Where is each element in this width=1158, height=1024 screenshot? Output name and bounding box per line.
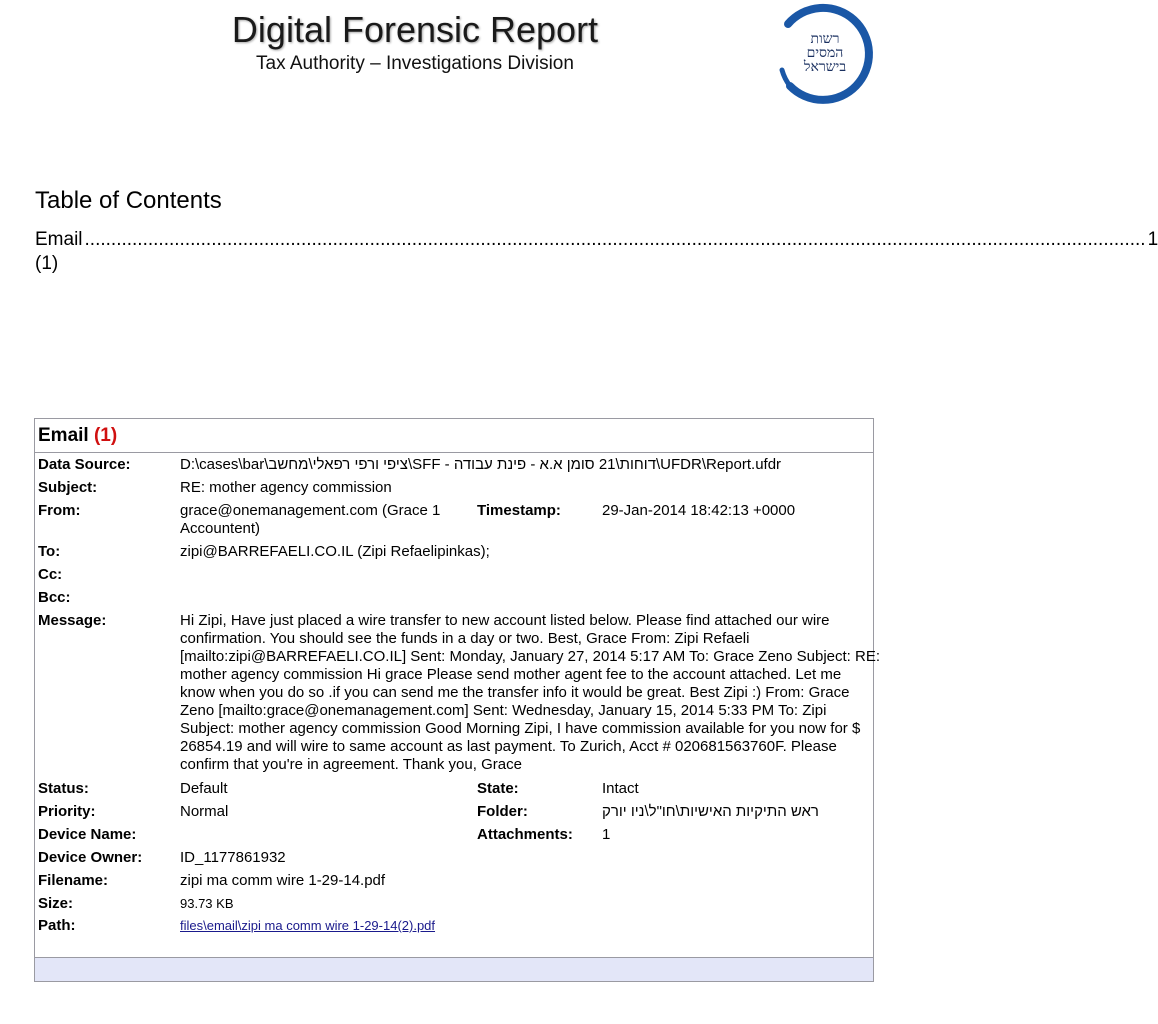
email-heading-label: Email bbox=[38, 425, 89, 446]
from-value: grace@onemanagement.com (Grace 1 Accountent) bbox=[180, 502, 441, 537]
attachments-value: 1 bbox=[602, 826, 611, 843]
tax-authority-logo bbox=[768, 2, 878, 106]
logo-line-2: המסים bbox=[806, 45, 844, 61]
path-label: Path: bbox=[38, 917, 76, 934]
data-source-label: Data Source: bbox=[38, 456, 131, 473]
report-subtitle: Tax Authority – Investigations Division bbox=[256, 53, 574, 74]
toc-leader-dots: ......................................................................................................................................................................................................... bbox=[84, 229, 1146, 250]
toc-entry-label: Email (1) bbox=[35, 229, 83, 274]
device-owner-value: ID_1177861932 bbox=[180, 849, 286, 866]
card-divider bbox=[873, 453, 874, 493]
data-source-value: D:\cases\bar\ציפי ורפי רפאלי\מחשב\SFF - דוחות\21 סומן א.א - פינת עבודה\UFDR\Report.ufdr bbox=[180, 456, 782, 473]
state-label: State: bbox=[477, 780, 519, 797]
filename-label: Filename: bbox=[38, 872, 109, 889]
timestamp-label: Timestamp: bbox=[477, 502, 561, 519]
email-section-heading bbox=[35, 419, 873, 453]
status-label: Status: bbox=[38, 780, 89, 797]
size-label: Size: bbox=[38, 895, 74, 912]
priority-label: Priority: bbox=[38, 803, 96, 820]
folder-label: Folder: bbox=[477, 803, 528, 820]
toc-title: Table of Contents bbox=[35, 187, 222, 214]
subject-value: RE: mother agency commission bbox=[180, 479, 392, 496]
from-label: From: bbox=[38, 502, 81, 519]
subject-label: Subject: bbox=[38, 479, 98, 496]
to-label: To: bbox=[38, 543, 61, 560]
size-value: 93.73 KB bbox=[180, 896, 234, 911]
timestamp-value: 29-Jan-2014 18:42:13 +0000 bbox=[602, 502, 796, 519]
folder-value: ראש התיקיות האישיות\חו"ל\ניו יורק bbox=[602, 803, 819, 820]
cc-label: Cc: bbox=[38, 566, 63, 583]
card-footer-bar bbox=[35, 957, 873, 981]
email-count: (1) bbox=[93, 425, 118, 446]
report-title: Digital Forensic Report bbox=[231, 9, 599, 50]
attachment-path-link[interactable]: files\email\zipi ma comm wire 1-29-14(2).pdf bbox=[180, 918, 436, 933]
logo-line-1: רשות bbox=[810, 31, 840, 47]
to-value: zipi@BARREFAELI.CO.IL (Zipi Refaelipinkas); bbox=[180, 543, 490, 560]
toc-entry-email[interactable] bbox=[35, 228, 1158, 274]
device-owner-label: Device Owner: bbox=[38, 849, 143, 866]
device-name-label: Device Name: bbox=[38, 826, 137, 843]
bcc-label: Bcc: bbox=[38, 589, 71, 606]
state-value: Intact bbox=[602, 780, 639, 797]
toc-entry-page: 1 bbox=[1147, 229, 1158, 250]
message-body: Hi Zipi, Have just placed a wire transfer to new account listed below. Please find attached our wire confirmation. You should see the funds in a day or two. Best, Grace From: Zipi Refaeli [mailto:zipi@BARREFAELI.CO.IL] Sent: Monday, January 27, 2014 5:17 AM To: Grace Zeno Subject: RE: mother agency commission Hi grace Please send mother agent fee to the account attached. Let me know when you do so .if you can send me the transfer info it would be great. Best Zipi :) From: Grace Zeno [mailto:grace@onemanagement.com] Sent: Wednesday, January 15, 2014 5:33 PM To: Zipi Subject: mother agency commission Good Morning Zipi, I have commission available for you now for $ 26854.19 and will wire to same account as last payment. To Zurich, Acct # 020681563760F. Please confirm that you're in agreement. Thank you, Grace bbox=[180, 612, 881, 773]
priority-value: Normal bbox=[180, 803, 229, 820]
message-label: Message: bbox=[38, 612, 107, 629]
attachments-label: Attachments: bbox=[477, 826, 573, 843]
status-value: Default bbox=[180, 780, 228, 797]
email-record-card bbox=[34, 418, 881, 982]
logo-line-3: בישראל bbox=[803, 59, 847, 75]
filename-value: zipi ma comm wire 1-29-14.pdf bbox=[180, 872, 386, 889]
